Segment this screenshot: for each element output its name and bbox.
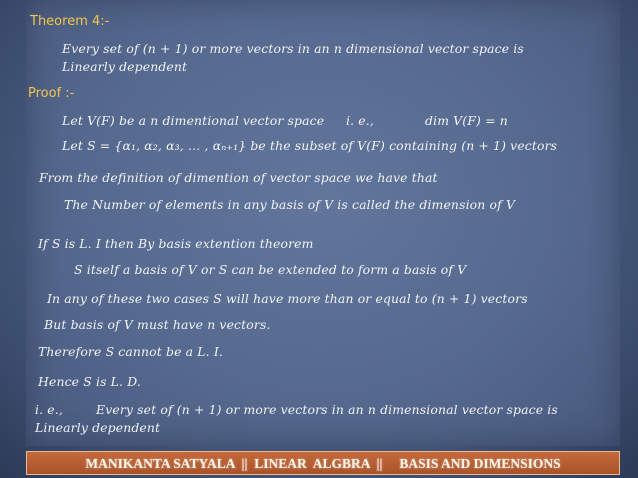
proof-line1-dim: dim V(F) = n: [425, 113, 508, 128]
proof-line1-text: Let V(F) be a n dimentional vector space: [62, 113, 325, 128]
proof-line8: But basis of V must have n vectors.: [44, 317, 271, 332]
conclusion-line2: Linearly dependent: [35, 420, 161, 435]
proof-line5: If S is L. I then By basis extention theorem: [38, 236, 314, 251]
conclusion-line1: Every set of (n + 1) or more vectors in an n dimensional vector space is: [96, 402, 558, 417]
theorem-statement-line2: Linearly dependent: [62, 59, 188, 74]
footer-banner: [26, 451, 620, 475]
conclusion-ie: i. e.,: [35, 402, 63, 417]
theorem-statement-line1: Every set of (n + 1) or more vectors in an n dimensional vector space is: [62, 41, 524, 56]
proof-line6: S itself a basis of V or S can be extended to form a basis of V: [74, 262, 467, 277]
proof-line2: Let S = {α₁, α₂, α₃, … , αₙ₊₁} be the subset of V(F) containing (n + 1) vectors: [62, 138, 558, 153]
theorem-heading: Theorem 4:-: [30, 14, 110, 29]
footer-text: MANIKANTA SATYALA || LINEAR ALGBRA || BASIS AND DIMENSIONS: [85, 456, 561, 471]
proof-line4: The Number of elements in any basis of V is called the dimension of V: [64, 197, 516, 212]
proof-line10: Hence S is L. D.: [38, 374, 141, 389]
proof-line9: Therefore S cannot be a L. I.: [38, 344, 223, 359]
proof-line7: In any of these two cases S will have more than or equal to (n + 1) vectors: [47, 291, 528, 306]
proof-line1-ie: i. e.,: [346, 113, 374, 128]
proof-line3: From the definition of dimention of vector space we have that: [39, 170, 438, 185]
proof-heading: Proof :-: [28, 86, 75, 101]
